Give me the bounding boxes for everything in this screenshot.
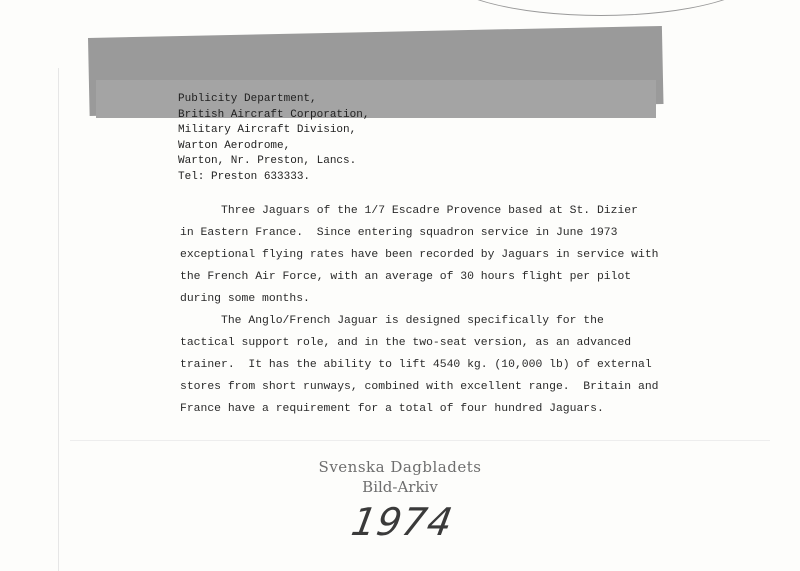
address-line: Warton Aerodrome, bbox=[178, 139, 291, 152]
stamp-publication: Svenska Dagbladets bbox=[318, 458, 482, 476]
address-line: British Aircraft Corporation, bbox=[178, 108, 370, 121]
top-pencil-arc bbox=[440, 0, 762, 16]
archive-stamp bbox=[300, 458, 500, 496]
stamp-archive: Bild-Arkiv bbox=[362, 478, 438, 496]
publicity-address bbox=[178, 92, 369, 185]
address-line: Publicity Department, bbox=[178, 93, 317, 105]
caption-paragraph-1: Three Jaguars of the 1/7 Escadre Provence based at St. Dizier in Eastern France. Since entering squadron service in June 1973 exceptional flying rates have been recorded by Jaguars in service with the French Air Force, with an average of 30 hours flight per pilot during some months. bbox=[180, 205, 659, 305]
address-line: Warton, Nr. Preston, Lancs. bbox=[178, 155, 357, 167]
address-line: Military Aircraft Division, bbox=[178, 124, 357, 136]
handwritten-year: 1974 bbox=[348, 500, 457, 544]
fold-line bbox=[70, 440, 770, 441]
caption-paragraph-2: The Anglo/French Jaguar is designed specifically for the tactical support role, and in the two-seat version, as an advanced trainer. It has the ability to lift 4540 kg. (10,000 lb) of external stores from short runways, combined with excellent range. Britain and France have a requirement for a total of four hundred Jaguars. bbox=[180, 315, 659, 415]
address-line: Tel: Preston 633333. bbox=[178, 170, 311, 183]
